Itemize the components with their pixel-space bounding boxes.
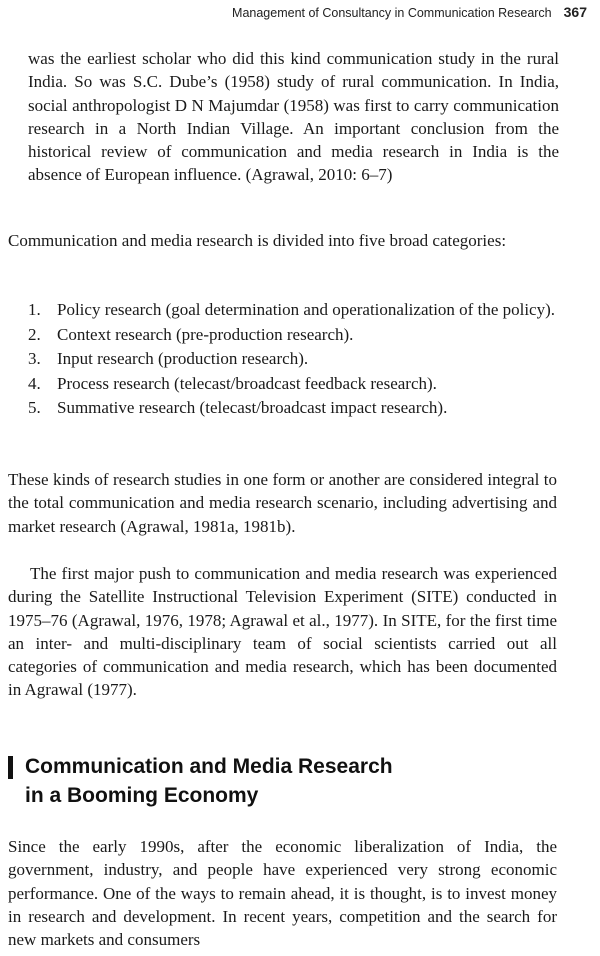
list-item-text: Context research (pre-production research). <box>57 324 354 344</box>
research-kinds-paragraph: These kinds of research studies in one form or another are considered integral to the total communication and media research scenario, including advertising and market research (Agrawal, 1981a, 1981b). <box>8 470 557 536</box>
list-item-number: 1. <box>28 300 41 319</box>
list-item <box>28 323 560 348</box>
list-item <box>28 347 560 372</box>
heading-bar <box>8 756 13 779</box>
page-number: 367 <box>563 4 587 20</box>
list-item-text: Process research (telecast/broadcast feedback research). <box>57 373 437 393</box>
list-item-text: Policy research (goal determination and operationalization of the policy). <box>57 300 556 319</box>
categories-intro-paragraph: Communication and media research is divided into five broad categories: <box>8 231 507 250</box>
list-item <box>28 372 560 397</box>
running-header <box>20 4 587 20</box>
heading-line-1: Communication and Media Research <box>25 755 393 778</box>
list-item-number: 2. <box>28 324 41 344</box>
site-paragraph: The first major push to communication and media research was experienced during the Satellite Instructional Television Experiment (SITE) conducted in 1975–76 (Agrawal, 1976, 1978; Agrawal et al., 1977). In SITE, for the first time an inter- and multi-disciplinary team of social scientists carried out all categories of communication and media research, which has been documented in Agrawal (1977). <box>8 564 557 700</box>
section-heading <box>8 752 585 810</box>
list-item-number: 3. <box>28 349 41 368</box>
list-item-number: 5. <box>28 398 41 417</box>
list-item-number: 4. <box>28 373 41 393</box>
list-item-text: Summative research (telecast/broadcast impact research). <box>57 398 448 417</box>
list-item <box>28 396 560 421</box>
research-categories-list <box>28 298 560 421</box>
quoted-passage: was the earliest scholar who did this kind communication study in the rural India. So was S.C. Dube’s (1958) study of rural communication. In India, social anthropologist D N Majumdar (1958) was first to carry communication research in a North Indian Village. An important conclusion from the historical review of communication and media research in India is the absence of European influence. (Agrawal, 2010: 6–7) <box>28 49 559 185</box>
list-item-text: Input research (production research). <box>57 349 309 368</box>
list-item <box>28 298 560 323</box>
running-title: Management of Consultancy in Communication Research <box>232 6 552 20</box>
booming-economy-paragraph: Since the early 1990s, after the economic liberalization of India, the government, industry, and people have experienced very strong economic performance. One of the ways to remain ahead, it is thought, is to invest money in research and development. In recent years, competition and the search for new markets and consumers <box>8 837 557 950</box>
heading-line-2: in a Booming Economy <box>25 784 259 807</box>
